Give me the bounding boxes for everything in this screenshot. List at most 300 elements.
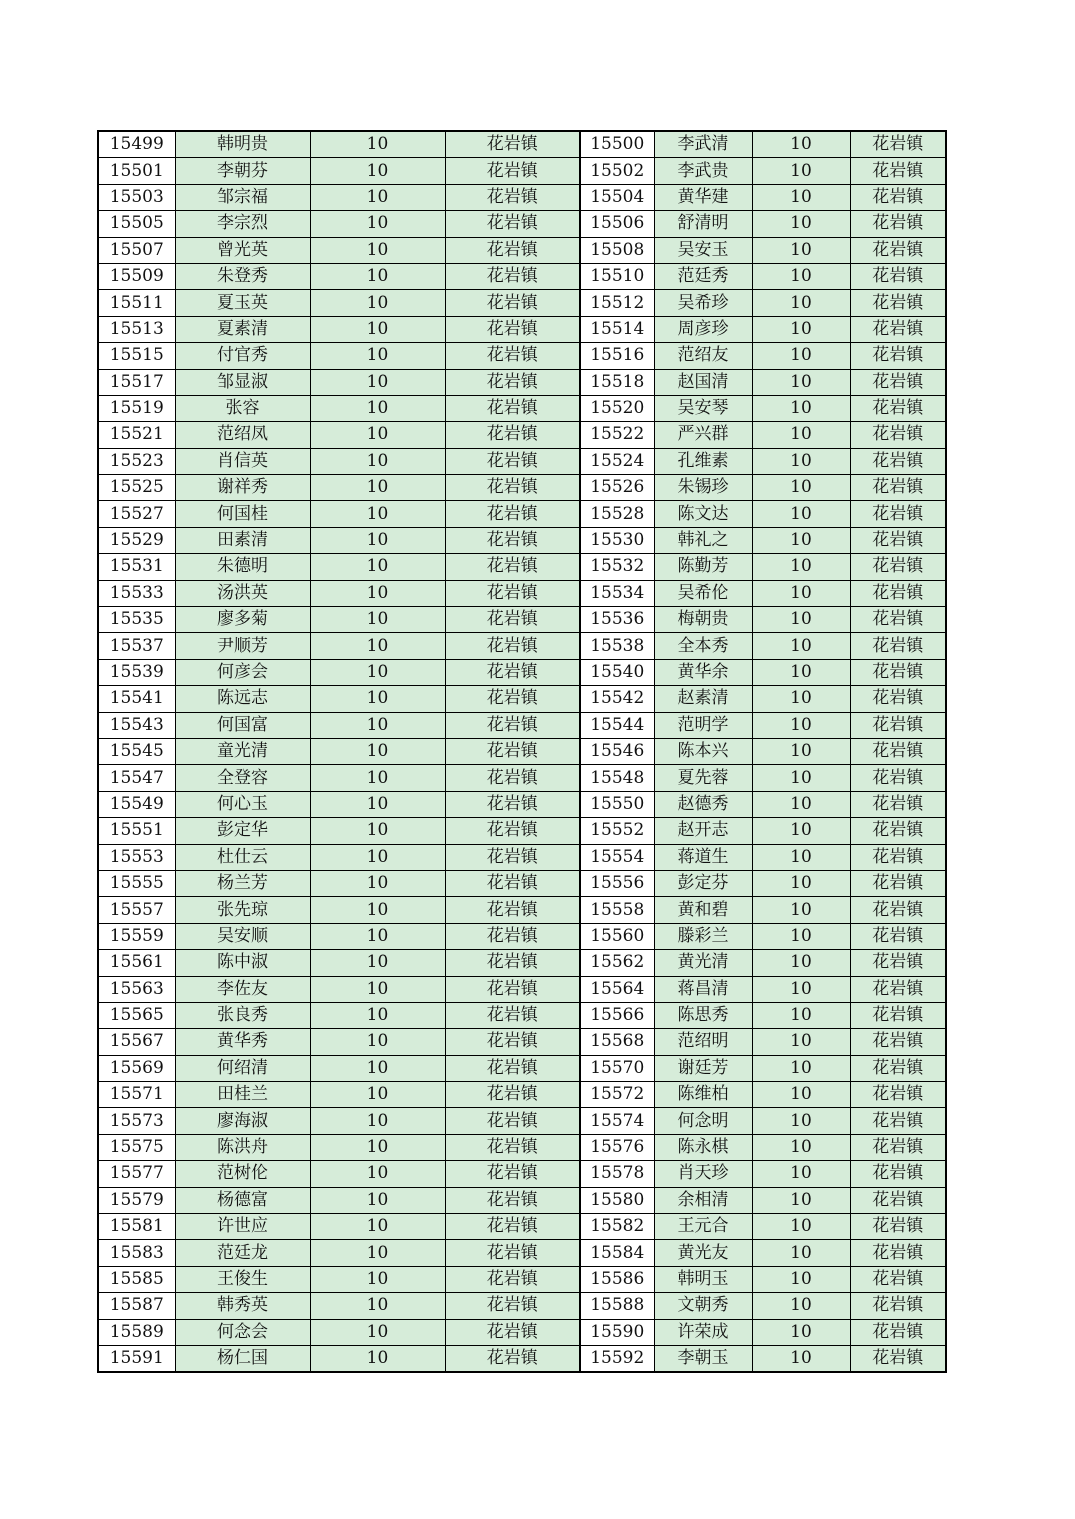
right-amount-cell: 10 [752,738,850,764]
right-record-id-cell: 15572 [580,1082,654,1108]
right-record-id-cell: 15530 [580,527,654,553]
left-person-name-cell: 李朝芬 [175,158,310,184]
left-record-id-cell: 15591 [98,1345,175,1372]
right-person-name-cell: 吴希伦 [654,580,752,606]
left-town-cell: 花岩镇 [445,844,580,870]
left-record-id-cell: 15577 [98,1161,175,1187]
left-person-name-cell: 朱登秀 [175,263,310,289]
right-record-id-cell: 15504 [580,184,654,210]
left-record-id-cell: 15513 [98,316,175,342]
right-person-name-cell: 梅朝贵 [654,607,752,633]
table-row [98,791,946,817]
right-amount-cell: 10 [752,686,850,712]
left-town-cell: 花岩镇 [445,1055,580,1081]
right-amount-cell: 10 [752,897,850,923]
left-record-id-cell: 15519 [98,395,175,421]
table-row [98,395,946,421]
right-town-cell: 花岩镇 [850,422,946,448]
right-person-name-cell: 何念明 [654,1108,752,1134]
right-town-cell: 花岩镇 [850,1002,946,1028]
left-person-name-cell: 韩明贵 [175,131,310,158]
left-record-id-cell: 15559 [98,923,175,949]
right-town-cell: 花岩镇 [850,976,946,1002]
table-row [98,343,946,369]
left-record-id-cell: 15505 [98,211,175,237]
right-town-cell: 花岩镇 [850,369,946,395]
left-record-id-cell: 15585 [98,1266,175,1292]
left-town-cell: 花岩镇 [445,580,580,606]
left-record-id-cell: 15583 [98,1240,175,1266]
left-record-id-cell: 15565 [98,1002,175,1028]
table-row [98,897,946,923]
right-person-name-cell: 范绍友 [654,343,752,369]
right-person-name-cell: 严兴群 [654,422,752,448]
right-amount-cell: 10 [752,1214,850,1240]
left-town-cell: 花岩镇 [445,1266,580,1292]
right-town-cell: 花岩镇 [850,395,946,421]
right-amount-cell: 10 [752,448,850,474]
table-row [98,1002,946,1028]
right-town-cell: 花岩镇 [850,765,946,791]
right-person-name-cell: 王元合 [654,1214,752,1240]
left-person-name-cell: 杨兰芳 [175,870,310,896]
right-amount-cell: 10 [752,1319,850,1345]
left-town-cell: 花岩镇 [445,712,580,738]
left-town-cell: 花岩镇 [445,1214,580,1240]
right-town-cell: 花岩镇 [850,659,946,685]
right-town-cell: 花岩镇 [850,211,946,237]
right-amount-cell: 10 [752,1108,850,1134]
left-amount-cell: 10 [310,950,445,976]
right-person-name-cell: 陈勤芳 [654,554,752,580]
table-row [98,1319,946,1345]
right-amount-cell: 10 [752,1134,850,1160]
right-record-id-cell: 15570 [580,1055,654,1081]
left-person-name-cell: 何国富 [175,712,310,738]
left-person-name-cell: 夏玉英 [175,290,310,316]
table-row [98,1266,946,1292]
right-record-id-cell: 15534 [580,580,654,606]
right-town-cell: 花岩镇 [850,738,946,764]
left-town-cell: 花岩镇 [445,448,580,474]
left-person-name-cell: 李佐友 [175,976,310,1002]
right-record-id-cell: 15580 [580,1187,654,1213]
left-town-cell: 花岩镇 [445,369,580,395]
left-record-id-cell: 15541 [98,686,175,712]
right-record-id-cell: 15588 [580,1293,654,1319]
table-row [98,580,946,606]
right-person-name-cell: 黄和碧 [654,897,752,923]
right-person-name-cell: 范廷秀 [654,263,752,289]
left-amount-cell: 10 [310,422,445,448]
right-amount-cell: 10 [752,1293,850,1319]
table-row [98,712,946,738]
left-person-name-cell: 张先琼 [175,897,310,923]
left-record-id-cell: 15587 [98,1293,175,1319]
right-town-cell: 花岩镇 [850,870,946,896]
right-record-id-cell: 15556 [580,870,654,896]
left-amount-cell: 10 [310,738,445,764]
left-record-id-cell: 15527 [98,501,175,527]
left-person-name-cell: 黄华秀 [175,1029,310,1055]
left-person-name-cell: 杨仁国 [175,1345,310,1372]
left-record-id-cell: 15573 [98,1108,175,1134]
left-town-cell: 花岩镇 [445,395,580,421]
left-amount-cell: 10 [310,870,445,896]
right-amount-cell: 10 [752,1266,850,1292]
right-record-id-cell: 15506 [580,211,654,237]
right-record-id-cell: 15500 [580,131,654,158]
left-amount-cell: 10 [310,1029,445,1055]
left-amount-cell: 10 [310,1161,445,1187]
table-row [98,290,946,316]
right-record-id-cell: 15586 [580,1266,654,1292]
right-person-name-cell: 韩明玉 [654,1266,752,1292]
left-person-name-cell: 陈洪舟 [175,1134,310,1160]
right-town-cell: 花岩镇 [850,897,946,923]
left-town-cell: 花岩镇 [445,738,580,764]
left-amount-cell: 10 [310,475,445,501]
left-town-cell: 花岩镇 [445,263,580,289]
left-town-cell: 花岩镇 [445,976,580,1002]
left-town-cell: 花岩镇 [445,607,580,633]
right-amount-cell: 10 [752,818,850,844]
table-row [98,1134,946,1160]
right-amount-cell: 10 [752,343,850,369]
left-amount-cell: 10 [310,976,445,1002]
right-person-name-cell: 李武清 [654,131,752,158]
right-town-cell: 花岩镇 [850,1055,946,1081]
left-amount-cell: 10 [310,158,445,184]
right-amount-cell: 10 [752,844,850,870]
right-person-name-cell: 蒋昌清 [654,976,752,1002]
table-row [98,659,946,685]
left-town-cell: 花岩镇 [445,237,580,263]
table-row [98,211,946,237]
left-amount-cell: 10 [310,580,445,606]
left-amount-cell: 10 [310,343,445,369]
left-person-name-cell: 张良秀 [175,1002,310,1028]
left-record-id-cell: 15561 [98,950,175,976]
right-town-cell: 花岩镇 [850,1345,946,1372]
left-person-name-cell: 廖多菊 [175,607,310,633]
left-person-name-cell: 范绍凤 [175,422,310,448]
left-town-cell: 花岩镇 [445,501,580,527]
left-amount-cell: 10 [310,818,445,844]
left-person-name-cell: 何绍清 [175,1055,310,1081]
left-amount-cell: 10 [310,712,445,738]
left-person-name-cell: 曾光英 [175,237,310,263]
right-town-cell: 花岩镇 [850,1187,946,1213]
left-amount-cell: 10 [310,844,445,870]
left-amount-cell: 10 [310,1002,445,1028]
left-town-cell: 花岩镇 [445,791,580,817]
left-amount-cell: 10 [310,923,445,949]
left-town-cell: 花岩镇 [445,211,580,237]
left-person-name-cell: 夏素清 [175,316,310,342]
right-town-cell: 花岩镇 [850,1214,946,1240]
right-record-id-cell: 15562 [580,950,654,976]
left-record-id-cell: 15563 [98,976,175,1002]
right-town-cell: 花岩镇 [850,343,946,369]
right-amount-cell: 10 [752,1029,850,1055]
left-amount-cell: 10 [310,791,445,817]
right-town-cell: 花岩镇 [850,448,946,474]
right-record-id-cell: 15520 [580,395,654,421]
right-person-name-cell: 孔维素 [654,448,752,474]
right-person-name-cell: 陈文达 [654,501,752,527]
right-amount-cell: 10 [752,870,850,896]
left-record-id-cell: 15571 [98,1082,175,1108]
right-amount-cell: 10 [752,290,850,316]
table-row [98,316,946,342]
left-record-id-cell: 15551 [98,818,175,844]
left-person-name-cell: 王俊生 [175,1266,310,1292]
right-record-id-cell: 15590 [580,1319,654,1345]
right-record-id-cell: 15552 [580,818,654,844]
left-town-cell: 花岩镇 [445,554,580,580]
right-record-id-cell: 15508 [580,237,654,263]
right-town-cell: 花岩镇 [850,633,946,659]
left-person-name-cell: 张容 [175,395,310,421]
table-row [98,870,946,896]
left-record-id-cell: 15567 [98,1029,175,1055]
left-town-cell: 花岩镇 [445,818,580,844]
table-row [98,950,946,976]
right-amount-cell: 10 [752,765,850,791]
table-row [98,1161,946,1187]
table-row [98,1082,946,1108]
left-record-id-cell: 15517 [98,369,175,395]
right-record-id-cell: 15514 [580,316,654,342]
left-person-name-cell: 何国桂 [175,501,310,527]
table-row [98,633,946,659]
left-amount-cell: 10 [310,1108,445,1134]
right-person-name-cell: 肖天珍 [654,1161,752,1187]
right-person-name-cell: 舒清明 [654,211,752,237]
right-person-name-cell: 赵开志 [654,818,752,844]
left-amount-cell: 10 [310,501,445,527]
left-amount-cell: 10 [310,607,445,633]
table-row [98,1293,946,1319]
right-amount-cell: 10 [752,316,850,342]
right-person-name-cell: 余相清 [654,1187,752,1213]
left-town-cell: 花岩镇 [445,1029,580,1055]
left-town-cell: 花岩镇 [445,659,580,685]
right-town-cell: 花岩镇 [850,1266,946,1292]
left-person-name-cell: 范廷龙 [175,1240,310,1266]
left-amount-cell: 10 [310,1187,445,1213]
left-person-name-cell: 肖信英 [175,448,310,474]
right-record-id-cell: 15566 [580,1002,654,1028]
right-record-id-cell: 15516 [580,343,654,369]
left-town-cell: 花岩镇 [445,475,580,501]
left-amount-cell: 10 [310,263,445,289]
right-town-cell: 花岩镇 [850,554,946,580]
table-row [98,607,946,633]
right-person-name-cell: 许荣成 [654,1319,752,1345]
right-record-id-cell: 15502 [580,158,654,184]
left-record-id-cell: 15547 [98,765,175,791]
table-row [98,818,946,844]
right-record-id-cell: 15532 [580,554,654,580]
right-person-name-cell: 赵德秀 [654,791,752,817]
right-town-cell: 花岩镇 [850,237,946,263]
left-town-cell: 花岩镇 [445,633,580,659]
table-row [98,1108,946,1134]
right-amount-cell: 10 [752,158,850,184]
left-person-name-cell: 何心玉 [175,791,310,817]
left-amount-cell: 10 [310,448,445,474]
right-record-id-cell: 15528 [580,501,654,527]
right-amount-cell: 10 [752,659,850,685]
left-town-cell: 花岩镇 [445,1082,580,1108]
left-amount-cell: 10 [310,211,445,237]
right-town-cell: 花岩镇 [850,950,946,976]
left-amount-cell: 10 [310,1055,445,1081]
left-person-name-cell: 全登容 [175,765,310,791]
left-town-cell: 花岩镇 [445,290,580,316]
right-town-cell: 花岩镇 [850,580,946,606]
left-record-id-cell: 15509 [98,263,175,289]
right-amount-cell: 10 [752,369,850,395]
left-person-name-cell: 李宗烈 [175,211,310,237]
right-record-id-cell: 15592 [580,1345,654,1372]
left-amount-cell: 10 [310,1319,445,1345]
right-person-name-cell: 黄华余 [654,659,752,685]
right-person-name-cell: 周彦珍 [654,316,752,342]
table-row [98,184,946,210]
left-record-id-cell: 15579 [98,1187,175,1213]
right-town-cell: 花岩镇 [850,1161,946,1187]
left-town-cell: 花岩镇 [445,870,580,896]
table-row [98,422,946,448]
left-town-cell: 花岩镇 [445,765,580,791]
right-town-cell: 花岩镇 [850,1134,946,1160]
right-person-name-cell: 范绍明 [654,1029,752,1055]
left-record-id-cell: 15521 [98,422,175,448]
right-amount-cell: 10 [752,633,850,659]
left-record-id-cell: 15581 [98,1214,175,1240]
left-town-cell: 花岩镇 [445,1108,580,1134]
right-town-cell: 花岩镇 [850,475,946,501]
table-row [98,237,946,263]
left-record-id-cell: 15529 [98,527,175,553]
right-record-id-cell: 15512 [580,290,654,316]
right-town-cell: 花岩镇 [850,527,946,553]
right-amount-cell: 10 [752,395,850,421]
right-record-id-cell: 15538 [580,633,654,659]
left-amount-cell: 10 [310,395,445,421]
left-record-id-cell: 15549 [98,791,175,817]
table-row [98,976,946,1002]
left-town-cell: 花岩镇 [445,158,580,184]
left-town-cell: 花岩镇 [445,343,580,369]
right-amount-cell: 10 [752,791,850,817]
right-person-name-cell: 谢廷芳 [654,1055,752,1081]
right-record-id-cell: 15526 [580,475,654,501]
left-person-name-cell: 陈中淑 [175,950,310,976]
table-row [98,475,946,501]
right-town-cell: 花岩镇 [850,844,946,870]
table-row [98,1214,946,1240]
left-person-name-cell: 田桂兰 [175,1082,310,1108]
right-town-cell: 花岩镇 [850,1082,946,1108]
right-amount-cell: 10 [752,1055,850,1081]
left-town-cell: 花岩镇 [445,1187,580,1213]
left-amount-cell: 10 [310,1345,445,1372]
left-record-id-cell: 15537 [98,633,175,659]
left-town-cell: 花岩镇 [445,923,580,949]
left-amount-cell: 10 [310,527,445,553]
left-record-id-cell: 15535 [98,607,175,633]
left-record-id-cell: 15507 [98,237,175,263]
left-amount-cell: 10 [310,184,445,210]
right-town-cell: 花岩镇 [850,316,946,342]
left-town-cell: 花岩镇 [445,316,580,342]
table-row [98,554,946,580]
right-person-name-cell: 夏先蓉 [654,765,752,791]
left-amount-cell: 10 [310,237,445,263]
right-amount-cell: 10 [752,580,850,606]
right-person-name-cell: 韩礼之 [654,527,752,553]
right-record-id-cell: 15510 [580,263,654,289]
left-amount-cell: 10 [310,369,445,395]
right-record-id-cell: 15576 [580,1134,654,1160]
right-town-cell: 花岩镇 [850,818,946,844]
left-person-name-cell: 邹宗福 [175,184,310,210]
right-record-id-cell: 15554 [580,844,654,870]
right-person-name-cell: 陈永棋 [654,1134,752,1160]
roster-table-body [98,131,946,1372]
table-row [98,738,946,764]
right-record-id-cell: 15568 [580,1029,654,1055]
right-town-cell: 花岩镇 [850,263,946,289]
right-town-cell: 花岩镇 [850,712,946,738]
left-amount-cell: 10 [310,554,445,580]
left-record-id-cell: 15557 [98,897,175,923]
right-amount-cell: 10 [752,527,850,553]
table-row [98,527,946,553]
table-row [98,765,946,791]
left-amount-cell: 10 [310,1293,445,1319]
right-amount-cell: 10 [752,263,850,289]
right-town-cell: 花岩镇 [850,158,946,184]
right-record-id-cell: 15544 [580,712,654,738]
right-town-cell: 花岩镇 [850,1029,946,1055]
right-town-cell: 花岩镇 [850,1319,946,1345]
left-town-cell: 花岩镇 [445,1134,580,1160]
left-person-name-cell: 朱德明 [175,554,310,580]
right-amount-cell: 10 [752,184,850,210]
left-amount-cell: 10 [310,659,445,685]
left-town-cell: 花岩镇 [445,422,580,448]
table-row [98,1055,946,1081]
right-person-name-cell: 吴希珍 [654,290,752,316]
right-record-id-cell: 15548 [580,765,654,791]
left-amount-cell: 10 [310,1214,445,1240]
right-person-name-cell: 朱锡珍 [654,475,752,501]
left-amount-cell: 10 [310,1240,445,1266]
left-town-cell: 花岩镇 [445,1293,580,1319]
right-person-name-cell: 陈本兴 [654,738,752,764]
left-person-name-cell: 童光清 [175,738,310,764]
table-row [98,1187,946,1213]
right-amount-cell: 10 [752,1345,850,1372]
right-town-cell: 花岩镇 [850,131,946,158]
left-record-id-cell: 15589 [98,1319,175,1345]
right-amount-cell: 10 [752,923,850,949]
